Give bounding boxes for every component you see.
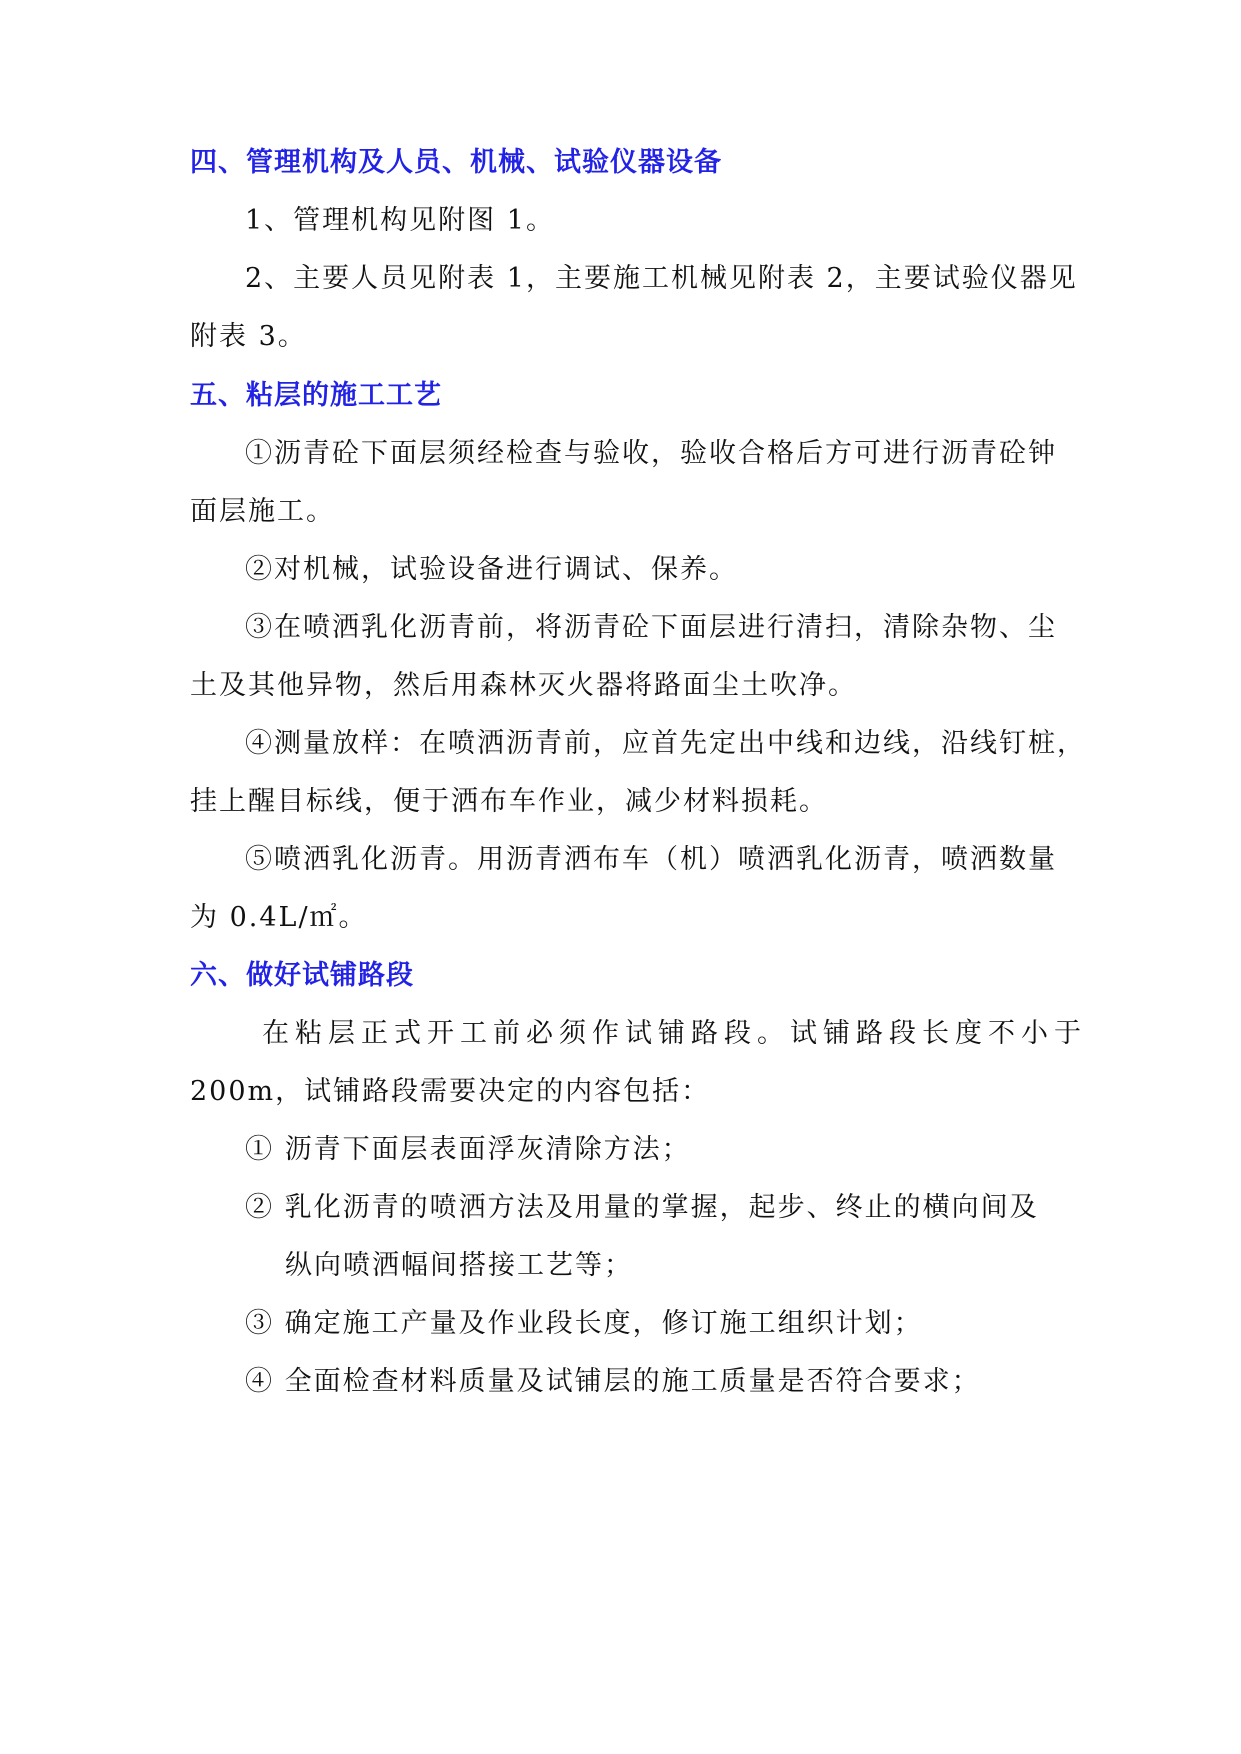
section-6-list-item-4: ④ 全面检查材料质量及试铺层的施工质量是否符合要求；	[245, 1366, 981, 1397]
section-6-list-item-1: ① 沥青下面层表面浮灰清除方法；	[245, 1134, 691, 1165]
section-4-heading: 四、管理机构及人员、机械、试验仪器设备	[190, 147, 722, 178]
section-4-paragraph-2-line-1: 2、主要人员见附表 1，主要施工机械见附表 2，主要试验仪器见	[245, 263, 1078, 294]
section-5-item-3-line-2: 土及其他异物，然后用森林灭火器将路面尘土吹净。	[190, 670, 857, 701]
section-6-intro-line-1: 在粘层正式开工前必须作试铺路段。试铺路段长度不小于	[262, 1018, 1087, 1049]
section-5-item-2: ②对机械，试验设备进行调试、保养。	[245, 554, 738, 585]
section-5-item-1-line-1: ①沥青砼下面层须经检查与验收，验收合格后方可进行沥青砼钟	[245, 438, 1057, 469]
section-5-item-1-line-2: 面层施工。	[190, 496, 335, 527]
section-5-item-4-line-2: 挂上醒目标线，便于洒布车作业，减少材料损耗。	[190, 786, 828, 817]
section-5-item-4-line-1: ④测量放样：在喷洒沥青前，应首先定出中线和边线，沿线钉桩，	[245, 728, 1086, 759]
section-4-paragraph-1: 1、管理机构见附图 1。	[245, 205, 555, 236]
section-6-list-item-2-line-1: ② 乳化沥青的喷洒方法及用量的掌握，起步、终止的横向间及	[245, 1192, 1039, 1223]
section-5-heading: 五、粘层的施工工艺	[190, 380, 442, 411]
section-6-list-item-2-line-2: 纵向喷洒幅间搭接工艺等；	[285, 1250, 633, 1281]
section-6-list-item-3: ③ 确定施工产量及作业段长度，修订施工组织计划；	[245, 1308, 923, 1339]
section-5-item-5-line-2: 为 0.4L/㎡。	[190, 902, 368, 933]
section-5-item-3-line-1: ③在喷洒乳化沥青前，将沥青砼下面层进行清扫，清除杂物、尘	[245, 612, 1057, 643]
section-6-intro-line-2: 200m，试铺路段需要决定的内容包括：	[190, 1076, 711, 1107]
section-5-item-5-line-1: ⑤喷洒乳化沥青。用沥青洒布车（机）喷洒乳化沥青，喷洒数量	[245, 844, 1057, 875]
section-4-paragraph-2-line-2: 附表 3。	[190, 321, 307, 352]
section-6-heading: 六、做好试铺路段	[190, 960, 414, 991]
